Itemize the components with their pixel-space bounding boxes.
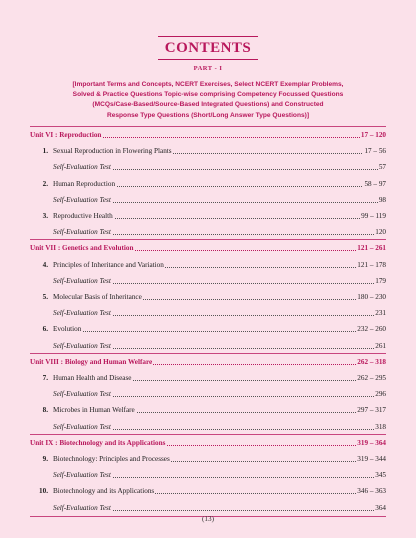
- entry-title: Molecular Basis of Inheritance: [53, 293, 142, 301]
- entry-title: Sexual Reproduction in Flowering Plants: [53, 147, 172, 156]
- page-range: 364: [375, 503, 386, 512]
- page-range: 262 – 318: [357, 357, 386, 366]
- unit-entry[interactable]: [0, 129, 416, 141]
- chapter-entry[interactable]: [0, 259, 416, 271]
- note-line: Solved & Practice Questions Topic-wise comprising Competency Focussed Questions: [72, 91, 344, 99]
- chapter-number: 3.: [42, 212, 48, 220]
- entry-title: Unit VII : Genetics and Evolution: [30, 244, 134, 253]
- entry-title: Evolution: [53, 325, 82, 334]
- self-evaluation-entry[interactable]: [0, 226, 416, 238]
- self-evaluation-entry[interactable]: [0, 469, 416, 481]
- chapter-entry[interactable]: [0, 145, 416, 157]
- page-range: 57: [378, 163, 386, 172]
- page-range: 319 – 364: [357, 438, 386, 447]
- entry-title: Self-Evaluation Test: [53, 341, 111, 350]
- part-heading: PART - I: [193, 65, 223, 72]
- chapter-number: 2.: [42, 179, 48, 188]
- chapter-entry[interactable]: [0, 210, 416, 222]
- entry-title: Unit VIII : Biology and Human Welfare: [30, 357, 153, 366]
- contents-note: [50, 80, 366, 121]
- page-range: 120: [375, 228, 386, 237]
- page-range: 58 – 97: [364, 179, 386, 188]
- entry-title: Unit IX : Biotechnology and its Applications: [30, 438, 166, 447]
- self-evaluation-entry[interactable]: [0, 340, 416, 352]
- entry-title: Self-Evaluation Test: [53, 163, 111, 172]
- unit-divider: [30, 239, 386, 240]
- page-range: 232 – 260: [357, 325, 386, 334]
- page-range: 99 – 119: [361, 212, 386, 220]
- unit-divider: [30, 353, 386, 354]
- chapter-entry[interactable]: [0, 291, 416, 303]
- entry-title: Biotechnology and its Applications: [53, 487, 155, 496]
- entry-title: Reproductive Health: [53, 212, 113, 220]
- page-range: 231: [375, 309, 386, 318]
- page-title: CONTENTS: [158, 36, 258, 60]
- note-line: Response Type Questions (Short/Long Answer Type Questions)]: [106, 111, 310, 119]
- entry-title: Self-Evaluation Test: [53, 195, 111, 204]
- page-range: 297 – 317: [357, 406, 386, 415]
- entry-title: Human Health and Disease: [53, 374, 132, 382]
- chapter-entry[interactable]: [0, 323, 416, 335]
- self-evaluation-entry[interactable]: [0, 194, 416, 206]
- self-evaluation-entry[interactable]: [0, 307, 416, 319]
- page-range: 17 – 56: [364, 147, 386, 156]
- entry-title: Principles of Inheritance and Variation: [53, 260, 164, 269]
- page-range: 179: [375, 276, 386, 285]
- chapter-number: 6.: [42, 325, 48, 334]
- page-range: 261: [375, 341, 386, 350]
- chapter-number: 5.: [42, 293, 48, 301]
- chapter-entry[interactable]: [0, 178, 416, 190]
- entry-title: Biotechnology: Principles and Processes: [53, 455, 170, 463]
- dot-leader: [53, 331, 386, 332]
- entry-title: Self-Evaluation Test: [53, 390, 111, 399]
- unit-divider: [30, 434, 386, 435]
- chapter-number: 1.: [42, 147, 48, 156]
- page-range: 98: [378, 195, 386, 204]
- chapter-number: 10.: [39, 487, 48, 496]
- chapter-entry[interactable]: [0, 453, 416, 465]
- entry-title: Unit VI : Reproduction: [30, 131, 102, 139]
- entry-title: Self-Evaluation Test: [53, 471, 111, 480]
- chapter-number: 4.: [42, 260, 48, 269]
- entry-title: Self-Evaluation Test: [53, 422, 111, 431]
- chapter-entry[interactable]: [0, 485, 416, 497]
- unit-entry[interactable]: [0, 356, 416, 368]
- entry-title: Human Reproduction: [53, 179, 116, 188]
- chapter-number: 8.: [42, 406, 48, 415]
- self-evaluation-entry[interactable]: [0, 161, 416, 173]
- page-range: 17 – 120: [360, 131, 386, 139]
- chapter-number: 7.: [42, 374, 48, 382]
- unit-divider: [30, 126, 386, 127]
- page-range: 296: [375, 390, 386, 399]
- entry-title: Self-Evaluation Test: [53, 228, 111, 237]
- chapter-entry[interactable]: [0, 404, 416, 416]
- entry-title: Self-Evaluation Test: [53, 276, 111, 285]
- chapter-number: 9.: [42, 455, 48, 463]
- note-line: [Important Terms and Concepts, NCERT Exercises, Select NCERT Exemplar Problems,: [72, 81, 344, 88]
- entry-title: Self-Evaluation Test: [53, 503, 111, 512]
- self-evaluation-entry[interactable]: [0, 275, 416, 287]
- page-range: 121 – 261: [357, 244, 386, 253]
- page-range: 262 – 295: [357, 374, 386, 382]
- entry-title: Microbes in Human Welfare: [53, 406, 135, 415]
- unit-entry[interactable]: [0, 437, 416, 449]
- page-range: 346 – 363: [357, 487, 386, 496]
- self-evaluation-entry[interactable]: [0, 388, 416, 400]
- self-evaluation-entry[interactable]: [0, 502, 416, 514]
- note-line: (MCQs/Case-Based/Source-Based Integrated Questions) and Constructed: [92, 101, 324, 109]
- page-number: (13): [202, 515, 214, 523]
- page-range: 318: [375, 422, 386, 431]
- self-evaluation-entry[interactable]: [0, 421, 416, 433]
- page-range: 345: [375, 471, 386, 480]
- page-range: 121 – 178: [357, 260, 386, 269]
- unit-entry[interactable]: [0, 242, 416, 254]
- chapter-entry[interactable]: [0, 372, 416, 384]
- entry-title: Self-Evaluation Test: [53, 309, 111, 318]
- page-range: 180 – 230: [357, 293, 386, 301]
- page-range: 319 – 344: [357, 455, 386, 463]
